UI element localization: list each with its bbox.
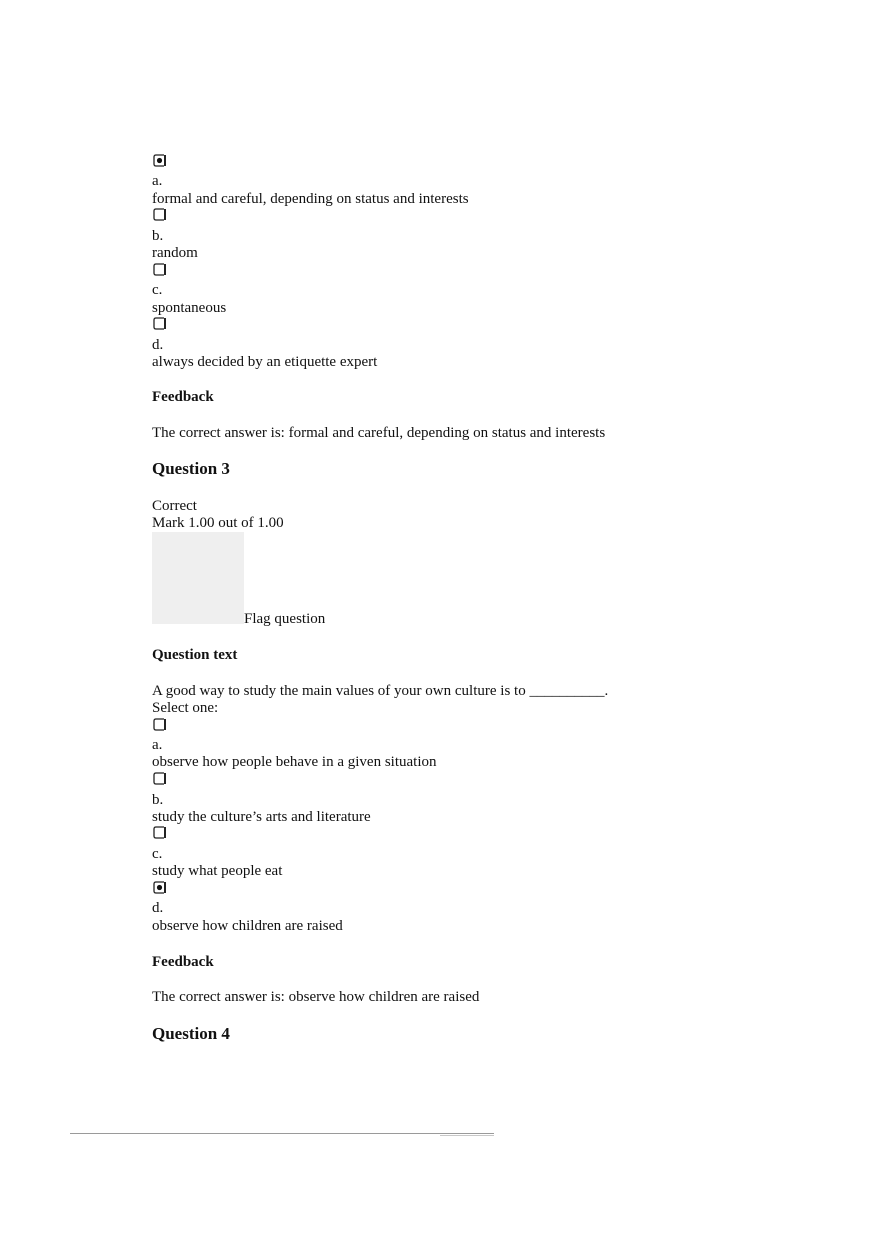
q2-option-d-text[interactable]: always decided by an etiquette expert [152, 354, 378, 370]
q3-option-b-text[interactable]: study the culture’s arts and literature [152, 809, 371, 825]
radio-q3-b[interactable] [153, 772, 167, 785]
question-3-mark: Mark 1.00 out of 1.00 [152, 515, 284, 531]
radio-q2-c[interactable] [153, 263, 167, 276]
footer-divider-segment [440, 1135, 494, 1136]
radio-q3-d[interactable] [153, 881, 167, 894]
q2-option-b-letter: b. [152, 228, 164, 244]
q3-option-a-text[interactable]: observe how people behave in a given situation [152, 754, 437, 770]
q2-option-c-letter: c. [152, 282, 163, 298]
q3-option-c-letter: c. [152, 846, 163, 862]
q3-option-d-text[interactable]: observe how children are raised [152, 918, 343, 934]
radio-q3-c[interactable] [153, 826, 167, 839]
q3-option-d-letter: d. [152, 900, 164, 916]
q2-feedback-text: The correct answer is: formal and careful, depending on status and interests [152, 425, 606, 441]
radio-q3-a[interactable] [153, 718, 167, 731]
flag-question-link[interactable]: Flag question [244, 611, 326, 627]
question-3-title: Question 3 [152, 459, 230, 478]
q3-option-b-letter: b. [152, 792, 164, 808]
q3-option-c-text[interactable]: study what people eat [152, 863, 283, 879]
question-4-title: Question 4 [152, 1024, 230, 1043]
q2-option-d-letter: d. [152, 337, 164, 353]
radio-q2-d[interactable] [153, 317, 167, 330]
radio-q2-a[interactable] [153, 154, 167, 167]
q2-option-c-text[interactable]: spontaneous [152, 300, 227, 316]
q2-option-a-text[interactable]: formal and careful, depending on status and interests [152, 191, 469, 207]
radio-q2-b[interactable] [153, 208, 167, 221]
q2-option-b-text[interactable]: random [152, 245, 198, 261]
question-text-heading: Question text [152, 647, 238, 663]
question-3-prompt: A good way to study the main values of your own culture is to __________. [152, 683, 609, 699]
question-3-status: Correct [152, 498, 197, 514]
q3-option-a-letter: a. [152, 737, 163, 753]
q2-feedback-heading: Feedback [152, 389, 214, 405]
select-one-label: Select one: [152, 700, 219, 716]
footer-divider [70, 1133, 494, 1134]
q2-option-a-letter: a. [152, 173, 163, 189]
q3-feedback-heading: Feedback [152, 954, 214, 970]
q3-feedback-text: The correct answer is: observe how children are raised [152, 989, 480, 1005]
flag-question-icon[interactable] [152, 532, 244, 624]
